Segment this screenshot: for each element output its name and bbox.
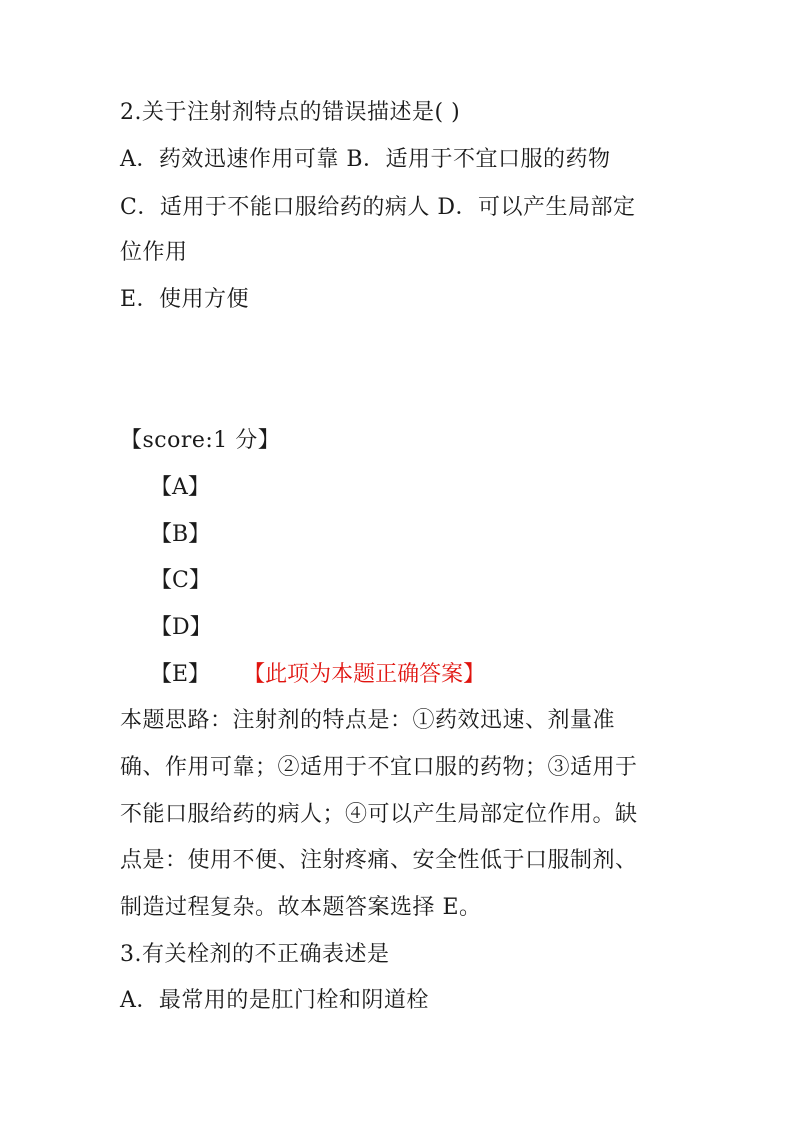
question-2-options-line-3: 位作用 [120, 240, 188, 265]
answer-option-e[interactable] [150, 660, 485, 690]
explanation-line-4: 点是：使用不便、注射疼痛、安全性低于口服制剂、 [120, 848, 638, 873]
explanation-line-3: 不能口服给药的病人；④可以产生局部定位作用。缺 [120, 802, 638, 827]
question-3-stem: 3.有关栓剂的不正确表述是 [120, 942, 390, 967]
answer-option-label: 【E】 [150, 662, 211, 687]
explanation-line-5: 制造过程复杂。故本题答案选择 E。 [120, 895, 482, 920]
question-2-options-line-4: E．使用方便 [120, 287, 250, 312]
question-2-stem: 2.关于注射剂特点的错误描述是( ) [120, 100, 461, 125]
answer-option-label: 【C】 [150, 568, 211, 593]
answer-option-label: 【A】 [150, 475, 210, 500]
question-3-option-a: A．最常用的是肛门栓和阴道栓 [120, 988, 429, 1013]
score-label: 【score:1 分】 [120, 428, 281, 453]
answer-option-c[interactable] [150, 566, 211, 596]
explanation-line-2: 确、作用可靠；②适用于不宜口服的药物；③适用于 [120, 755, 638, 780]
answer-option-label: 【D】 [150, 615, 212, 640]
question-2-options-line-2: C．适用于不能口服给药的病人 D．可以产生局部定 [120, 195, 636, 220]
question-2-options-line-1: A．药效迅速作用可靠 B．适用于不宜口服的药物 [120, 147, 611, 172]
answer-option-a[interactable] [150, 473, 210, 503]
answer-option-b[interactable] [150, 520, 210, 550]
explanation-line-1: 本题思路：注射剂的特点是：①药效迅速、剂量准 [120, 708, 616, 733]
answer-option-label: 【B】 [150, 522, 211, 547]
correct-answer-note: 【此项为本题正确答案】 [254, 662, 486, 687]
answer-option-d[interactable] [150, 613, 212, 643]
